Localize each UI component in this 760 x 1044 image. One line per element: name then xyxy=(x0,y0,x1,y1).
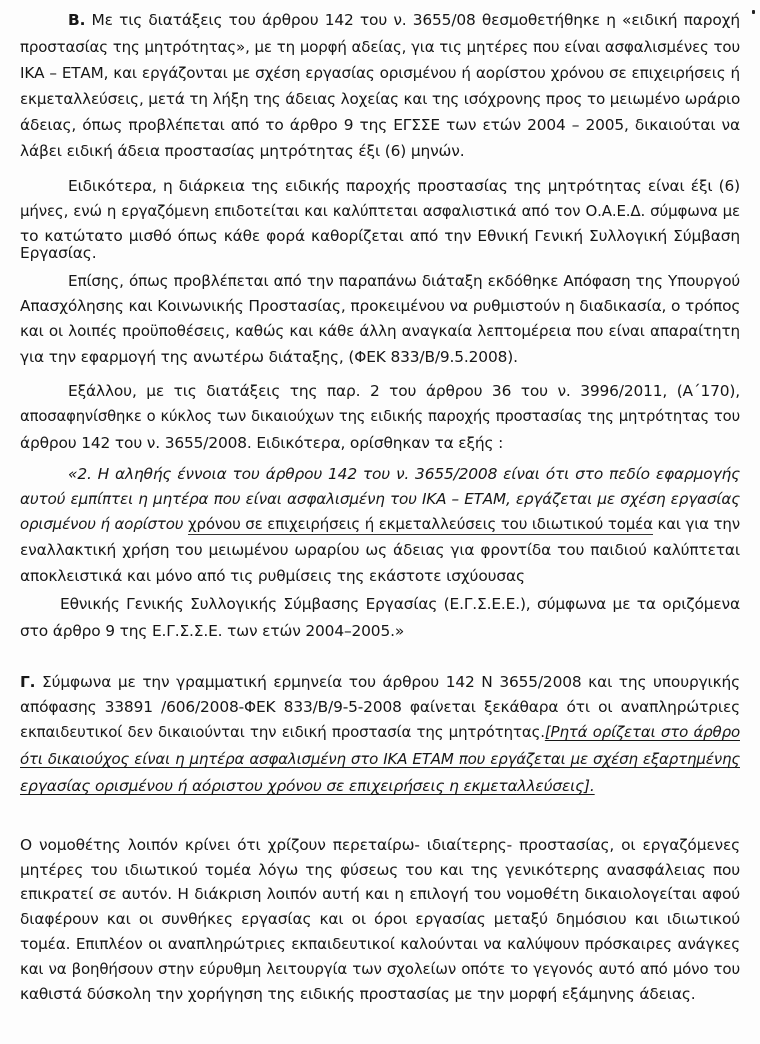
eidikotera-line-1: Ειδικότερα, η διάρκεια της ειδικής παροχής προστασίας της μητρότητας είναι έξι (6) xyxy=(68,177,740,195)
quote-line-3-post: και για την xyxy=(652,515,740,533)
section-g-line-3-pre: εκπαιδευτικοί δεν δικαιούνται την ειδική προστασία της μητρότητας. xyxy=(20,723,545,741)
section-g-line-1 xyxy=(20,672,740,692)
eidikotera-line-4: Εργασίας. xyxy=(20,244,97,262)
section-b-label: Β. xyxy=(68,11,86,29)
quote-line-3 xyxy=(20,514,740,534)
section-g-line-2: απόφασης 33891 /606/2008-ΦΕΚ 833/Β/9-5-2008 φαίνεται ξεκάθαρα ότι οι αναπληρώτριες xyxy=(20,698,740,716)
section-g-text-1: Σύμφωνα με την γραμματική ερμηνεία του άρθρου 142 Ν 3655/2008 και της υπουργικής xyxy=(42,673,740,691)
nomothetis-line-1: Ο νομοθέτης λοιπόν κρίνει ότι χρίζουν περεταίρω- ιδιαίτερης- προστασίας, οι εργαζόμενες xyxy=(20,836,740,854)
section-b-line-4: εκμεταλλεύσεις, μετά τη λήξη της άδειας λοχείας και της ισόχρονης προς το μειωμένο ωράριο xyxy=(20,90,741,108)
exallou-line-1: Εξάλλου, με τις διατάξεις της παρ. 2 του άρθρου 36 του ν. 3996/2011, (Α΄170), xyxy=(68,382,740,400)
nomothetis-line-2: μητέρες του ιδιωτικού τομέα λόγω της φύσεως του και της γενικότερης ανασφάλειας που xyxy=(20,861,740,879)
section-b-line-1 xyxy=(68,10,740,30)
episis-line-1: Επίσης, όπως προβλέπεται από την παραπάνω διάταξη εκδόθηκε Απόφαση της Υπουργού xyxy=(68,272,740,290)
eidikotera-line-3: το κατώτατο μισθό όπως κάθε φορά καθορίζεται από την Εθνική Γενική Συλλογική Σύμβαση xyxy=(20,227,740,245)
section-b-text-1: Με τις διατάξεις του άρθρου 142 του ν. 3655/08 θεσμοθετήθηκε η «ειδική παροχή xyxy=(91,11,740,29)
eidikotera-line-2: μήνες, ενώ η εργαζόμενη επιδοτείται και καλύπτεται ασφαλιστικά από τον Ο.Α.Ε.Δ. σύμφωνα με xyxy=(20,202,740,220)
episis-line-4: για την εφαρμογή της ανωτέρω διάταξης, (ΦΕΚ 833/Β/9.5.2008). xyxy=(20,348,518,366)
episis-line-2: Απασχόλησης και Κοινωνικής Προστασίας, προκειμένου να ρυθμιστούν η διαδικασία, ο τρόπος xyxy=(20,297,741,315)
nomothetis-line-5: τομέα. Επιπλέον οι αναπληρώτριες εκπαιδευτικοί καλούνται να καλύψουν πρόσκαιρες ανάγκες xyxy=(20,935,740,953)
quote-line-7: στο άρθρο 9 της Ε.Γ.Σ.Σ.Ε. των ετών 2004–2005.» xyxy=(20,622,405,640)
section-b-line-6: λάβει ειδική άδεια προστασίας μητρότητας έξι (6) μηνών. xyxy=(20,142,465,160)
episis-line-3: και οι λοιπές προϋποθέσεις, καθώς και κάθε άλλη αναγκαία λεπτομέρεια που είναι απαραίτητη xyxy=(20,322,740,340)
scan-speck xyxy=(752,10,755,14)
quote-handwritten-underline: χρόνου σε επιχειρήσεις ή εκμεταλλεύσεις του ιδιωτικού τομέα xyxy=(187,515,653,533)
quote-line-2: αυτού εμπίπτει η μητέρα που είναι ασφαλισμένη του ΙΚΑ – ΕΤΑΜ, εργάζεται με σχέση εργασίας xyxy=(20,490,740,508)
nomothetis-line-3: επικρατεί σε αυτόν. Η διάκριση λοιπόν αυτή και η επιλογή του νομοθέτη δικαιολογείται αφού xyxy=(20,885,740,903)
quote-line-4: εναλλακτική χρήση του μειωμένου ωραρίου ως άδειας για φροντίδα του παιδιού καλύπτεται xyxy=(20,541,740,559)
quote-line-3-pre: ορισμένου ή αορίστου xyxy=(20,515,188,533)
nomothetis-line-6: και να βοηθήσουν στην εύρυθμη λειτουργία των σχολείων οπότε το γεγονός αυτό από μόνο του xyxy=(20,960,740,978)
section-g-line-3-underlined: [Ρητά ορίζεται στο άρθρο xyxy=(544,723,740,741)
quote-line-5: αποκλειστικά και μόνο από τις ρυθμίσεις της εκάστοτε ισχύουσας xyxy=(20,567,525,585)
section-g-label: Γ. xyxy=(20,673,36,691)
section-b-line-5: άδειας, όπως προβλέπεται από το άρθρο 9 της ΕΓΣΣΕ των ετών 2004 – 2005, δικαιούται να xyxy=(20,116,740,134)
exallou-line-2: αποσαφηνίσθηκε ο κύκλος των δικαιούχων της ειδικής παροχής προστασίας της μητρότητας του xyxy=(20,408,740,425)
section-b-line-2: προστασίας της μητρότητας», με τη μορφή αδείας, για τις μητέρες που είναι ασφαλισμένες του xyxy=(20,38,740,56)
nomothetis-line-4: διαφέρουν και οι συνθήκες εργασίας και οι όροι εργασίας μεταξύ δημόσιου και ιδιωτικού xyxy=(20,910,740,928)
exallou-line-3: άρθρου 142 του ν. 3655/2008. Ειδικότερα, ορίσθηκαν τα εξής : xyxy=(20,434,504,452)
quote-line-1: «2. Η αληθής έννοια του άρθρου 142 του ν. 3655/2008 είναι ότι στο πεδίο εφαρμογής xyxy=(68,465,740,483)
quote-line-6: Εθνικής Γενικής Συλλογικής Σύμβασης Εργασίας (Ε.Γ.Σ.Ε.Ε.), σύμφωνα με τα οριζόμενα xyxy=(60,595,740,613)
section-g-line-3 xyxy=(20,722,740,742)
section-b-line-3: ΙΚΑ – ΕΤΑΜ, και εργάζονται με σχέση εργασίας ορισμένου ή αορίστου χρόνου σε επιχειρήσεις ή xyxy=(20,64,740,82)
section-g-line-4: ότι δικαιούχος είναι η μητέρα ασφαλισμένη στο ΙΚΑ ΕΤΑΜ που εργάζεται με σχέση εξαρτημένης xyxy=(20,750,740,768)
nomothetis-line-7: καθιστά δύσκολη την χορήγηση της ειδικής προστασίας με την μορφή εξάμηνης άδειας. xyxy=(20,985,696,1003)
section-g-line-5: εργασίας ορισμένου ή αόριστου χρόνου σε επιχειρήσεις η εκμεταλλεύσεις]. xyxy=(20,777,595,795)
